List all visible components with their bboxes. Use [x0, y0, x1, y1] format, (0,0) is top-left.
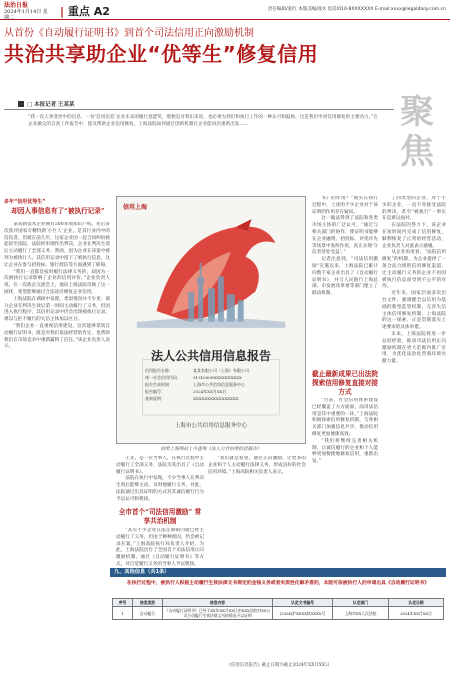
column-header: 认定文书编号: [273, 599, 333, 607]
middle-column-text-top: [116, 456, 204, 506]
report-info-row: [145, 395, 285, 402]
info-value: 91310000XXXXXXXXXX: [193, 375, 242, 380]
paragraph: 法院在执行中发现，不少当事人在判决生效后能够主动、及时地履行义务，对此，法院通过出具证明的方式对其诚信履行行为予以认可和褒扬。: [116, 476, 204, 502]
divider: [4, 109, 394, 110]
table-cell: 1: [113, 607, 133, 620]
section-code: A2: [93, 5, 110, 18]
left-column-text: [4, 222, 110, 672]
table-cell: 2024年XX月XX日: [389, 607, 444, 620]
info-value: 某某有限公司（上海）有限公司: [193, 368, 249, 373]
paragraph: “我们就是希望，通过正向激励，让更多的企业和个人主动履行法律义务，形成良好的社会信用环境。”上海高院相关负责人表示。: [208, 456, 306, 475]
info-key: 查询说明：: [145, 396, 165, 401]
paragraph: 王先，是一位当事人，在执行过程中主动履行了全部义务，法院为其出具了《自动履行证明书》。: [116, 456, 204, 475]
right-column-a-text-2: [312, 398, 378, 564]
paragraph: 了同类型的企业，对于不少的企业，一直不肯接受法院的判决，甚至“被执行”一事实在是难以面对。: [382, 196, 446, 222]
column-header: 序号: [113, 599, 133, 607]
info-key: 信用报告名称：: [145, 368, 173, 373]
paragraph: “我们将继续完善相关机制，让诚信履行的企业和个人能够更加便捷地修复信用，重新出发。”: [312, 438, 378, 465]
paragraph: “我们企业一直重视信用建设，这次能够拿到自动履行证明书，既是对我们依法经营的肯定，也帮助我们在市场竞争中重新赢得了信任。”该企业负责人表示。: [4, 323, 110, 350]
credit-shanghai-logo: 信用上海: [123, 204, 148, 211]
paper-date: 2024年1月14日 星期二: [4, 9, 48, 21]
section-divider: |: [60, 5, 65, 18]
right-column-a-text: [312, 196, 378, 366]
newspaper-masthead: [4, 3, 50, 21]
paragraph: 某高新技术企业拥有500多项知识产权，先后多次获评国家专精特新‘小巨人’企业，是其行业内中的佼佼者。但就在前几年，这家企业因一起合同纠纷被起诉至法院，法院经审理作出判决，企业在判决生效后主动履行了全部义务。然而，因为企业在该案中被列为被执行人，其信用记录中留下了被执行信息，这让企业在参与招投标、银行授信等方面遇到了障碍。: [4, 222, 110, 268]
paragraph: “其实不少企业在法定期限内就已经主动履行了义务，但由于种种原因，仍会被记录在案。”上海高院执行局负责人介绍，为此，上海法院出台了全国首个司法信用正向激励机制，通过《自动履行证明书》等方式，对自觉履行义务的当事人予以褒扬。: [116, 528, 204, 566]
section-name: 重点: [67, 5, 90, 18]
right-column-b-text: [382, 196, 446, 564]
article-kicker: 从首份《自动履行证明书》到首个司法信用正向激励机制: [4, 28, 254, 39]
table-row: [113, 607, 444, 620]
report-info: [145, 367, 285, 402]
dove-skyline-illustration: [117, 197, 305, 443]
left-column-tag: 多年“信用优等生”: [4, 199, 46, 205]
header-info: 责任编辑/张红 本版美编/张X 电话/010-8XXXXXXX E-mail:xxxx@legaldaily.com.cn: [267, 7, 446, 12]
table-header-row: [113, 599, 444, 607]
paragraph: 近年来，国家层面多次出台文件，强调健全以信用为基础的新型监管机制，完善失信主体信用修复机制。上海法院的这一探索，正是贯彻落实上述要求的具体举措。: [382, 291, 446, 331]
middle-right-column-text: [208, 456, 306, 566]
info-key: 报告编号：: [145, 389, 165, 394]
paragraph: 未来，上海法院将进一步总结经验，推动司法信用正向激励机制在更大范围内推广应用，为优化法治化营商环境贡献力量。: [382, 331, 446, 365]
middle-column-text-bottom: [116, 528, 204, 566]
other-info-table: [112, 598, 444, 620]
left-subhead: 却因人事信息有了“被执行记录”: [11, 207, 105, 215]
info-value: 上海市公共信用信息服务中心: [193, 382, 245, 387]
table-cell: (2024)沪XXXX执XXXX号: [273, 607, 333, 620]
middle-subhead: 全市首个“司法信用激励” 常享共治机制: [118, 508, 202, 525]
column-header: 信息内容: [163, 599, 273, 607]
paragraph: 从企业角度看，“法院信用修复”的机制，为企业提供了一条合法合规的信用修复渠道，让主动履行义务的企业不再因被执行信息而受到不公平的对待。: [382, 250, 446, 290]
report-info-row: [145, 374, 285, 381]
info-key: 报告生成时间：: [145, 382, 173, 387]
section-label: [60, 3, 110, 19]
right-column-subhead: 截止最新成果已出法院探索信用修复直接对接方式: [312, 370, 378, 396]
paragraph: 记者注意到，“司法信用激励”实施以来，上海法院已累计向数千家企业出具了《自动履行证明书》，并与人民银行上海总部、市发展改革委等部门建立了联动机制。: [312, 257, 378, 297]
info-value: XXXXXXXXXXXXXXXX: [193, 396, 239, 401]
other-info-box-note: 《信用信息报告》截止日期为截止2024年XX月XX日: [226, 663, 330, 668]
decorative-characters: 聚焦: [400, 92, 434, 172]
info-key: 统一社会信用代码：: [145, 375, 181, 380]
photo-caption: 信用上海网站上可查询《法人公共信用信息报告》: [160, 447, 262, 452]
table-cell: 自动履行: [133, 607, 163, 620]
info-value: 2024年XX月XX日: [193, 389, 227, 394]
report-info-row: [145, 388, 285, 395]
report-info-row: [145, 367, 285, 374]
paragraph: 书》的作用？”现实在执行过程中，上述的不少企业对于该证明的作用存在疑问。: [312, 196, 378, 215]
credit-report-photo: [116, 196, 306, 444]
other-info-box-title: 九、其他信息（共1条）: [110, 568, 446, 577]
paragraph: 这一做法得到了法院和各类市场主体的广泛认可。“通过与相关部门的协作，使证明书能够在企业融资、招投标、评优评先等场景中发挥作用，真正实现‘守信者处处受益’。”: [312, 216, 378, 256]
report-info-row: [145, 381, 285, 388]
other-info-box-subtitle: 在执行过程中，被执行人积极主动履行生效法律文书规定的金钱义务或者实质性化解矛盾的，本院可依被执行人的申请出具《自动履行证明书》: [126, 580, 430, 586]
column-header: 信息类别: [133, 599, 163, 607]
page-header: [0, 0, 450, 20]
paragraph: “目前，社会信用体系建设已经覆盖了方方面面，而司法信用是其中重要的一环。”上海法院积极探索信用修复机制，与各相关部门加强信息共享，推动信用修复更加便捷高效。: [312, 398, 378, 437]
paragraph: 上海法院在调研中发现，类似情况并不少见：部分企业在判决生效后第一时间主动履行了义务，但因进入执行程序，其信用记录中仍会出现被执行记录，难以与拒不履行的失信主体加以区分。: [4, 296, 110, 323]
article-byline: □ 本报记者 王某某: [18, 100, 75, 108]
paragraph: 在法院的努力下，该企业在短时间内完成了信用修复，顺利恢复了正常的经营活动，企业负责人对此表示感谢。: [382, 223, 446, 249]
column-header: 认定部门: [333, 599, 389, 607]
article-headline: 共治共享助企业“优等生”修复信用: [4, 42, 319, 66]
article-lead: “我一次人事变更中的信息，一份‘信用信息’企业未来的履行意愿奖，那便是对我们来说，也必须为我们和执行工作的一种认可和鼓励，这是我们申请信用修复的主要动力。”在企业做完的自查工作报告中，提及帮助企业信用修复，上海法院如何通过创新机制让企业能再次重新出发……: [28, 115, 378, 127]
paper-name: 法治日报: [4, 2, 29, 9]
paragraph: “我们一直都是按时履行法律义务的，却因为一次被执行记录影响了企业的信用评价。”企业负责人说。在一次政企交流会上，他向上海法院反映了这一困扰，希望能够通过合法途径修复企业信用。: [4, 269, 110, 295]
report-issuer: 上海市公共信用信息服务中心: [174, 423, 248, 429]
table-cell: 《自动履行证明书》已经于XX年XX月XX日由XXX法院对XX公司主动履行生效法律文书的情况予以证明: [163, 607, 273, 620]
report-title: 法人公共信用信息报告: [150, 349, 271, 363]
table-cell: 上海市XX人民法院: [333, 607, 389, 620]
column-header: 认定日期: [389, 599, 444, 607]
